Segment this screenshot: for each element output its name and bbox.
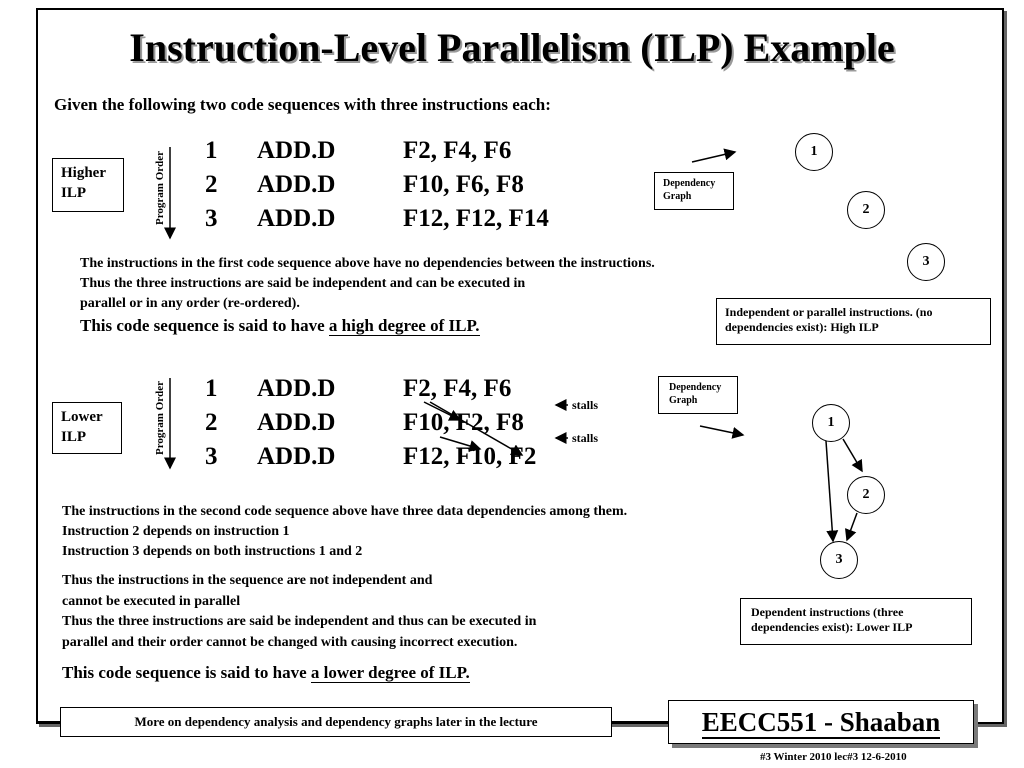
stalls-label-1: stalls [572, 398, 599, 412]
seq2-desc-line4: Thus the instructions in the sequence are not independent and [62, 573, 433, 588]
dependency-graph-label-2: Dependency Graph [658, 376, 738, 414]
graph-edge-1-2 [843, 439, 862, 471]
lower-ilp-tag [52, 402, 122, 454]
slide-info: #3 Winter 2010 lec#3 12-6-2010 [760, 751, 907, 763]
graph1-node-1: 1 [795, 133, 833, 171]
graph-pointer-arrow-2 [700, 426, 743, 435]
seq2-desc-line5: cannot be executed in parallel [62, 594, 241, 609]
program-order-label-2: Program Order [154, 380, 166, 455]
lower-ilp-tag-line1: Lower [61, 409, 103, 425]
higher-ilp-tag-line1: Higher [61, 165, 106, 181]
seq1-conclusion: This code sequence is said to have a high degree of ILP. [80, 316, 480, 335]
seq1-desc-line3: parallel or in any order (re-ordered). [80, 296, 300, 311]
graph-pointer-arrow-1 [692, 152, 735, 162]
slide-title: Instruction-Level Parallelism (ILP) Example [129, 25, 895, 70]
seq1-note-box: Independent or parallel instructions. (no dependencies exist): High ILP [716, 298, 991, 345]
seq2-desc-line7: parallel and their order cannot be changed with causing incorrect execution. [62, 635, 518, 650]
seq2-desc-line2: Instruction 2 depends on instruction 1 [62, 524, 290, 539]
graph-edge-2-3 [847, 513, 857, 540]
footer-note: More on dependency analysis and dependency graphs later in the lecture [60, 707, 612, 737]
higher-ilp-tag-line2: ILP [61, 185, 87, 201]
graph2-node-3: 3 [820, 541, 858, 579]
graph2-node-1: 1 [812, 404, 850, 442]
seq2-desc-line6: Thus the three instructions are said be independent and thus can be executed in [62, 614, 537, 629]
course-name: EECC551 - Shaaban [701, 707, 941, 737]
seq1-desc-line1: The instructions in the first code sequence above have no dependencies between the instructions. [80, 256, 655, 271]
course-badge [668, 700, 974, 744]
seq2-conclusion-emph: a lower degree of ILP. [310, 663, 470, 682]
graph1-node-2: 2 [847, 191, 885, 229]
graph-edge-1-3 [826, 441, 833, 541]
higher-ilp-tag [52, 158, 124, 212]
seq2-conclusion: This code sequence is said to have a lower degree of ILP. [62, 663, 470, 682]
dependency-graph-label-1: Dependency Graph [654, 172, 734, 210]
seq2-desc-line1: The instructions in the second code sequence above have three data dependencies among them. [62, 504, 628, 519]
seq1-conclusion-emph: a high degree of ILP. [328, 316, 480, 335]
stalls-label-2: stalls [572, 431, 599, 445]
seq2-note-box: Dependent instructions (three dependencies exist): Lower ILP [740, 598, 972, 645]
intro-text: Given the following two code sequences with three instructions each: [54, 95, 551, 114]
graph2-node-2: 2 [847, 476, 885, 514]
graph1-node-3: 3 [907, 243, 945, 281]
lower-ilp-tag-line2: ILP [61, 429, 87, 445]
program-order-label-1: Program Order [154, 150, 166, 225]
seq1-desc-line2: Thus the three instructions are said be independent and can be executed in [80, 276, 526, 291]
seq2-desc-line3: Instruction 3 depends on both instructions 1 and 2 [62, 544, 363, 559]
